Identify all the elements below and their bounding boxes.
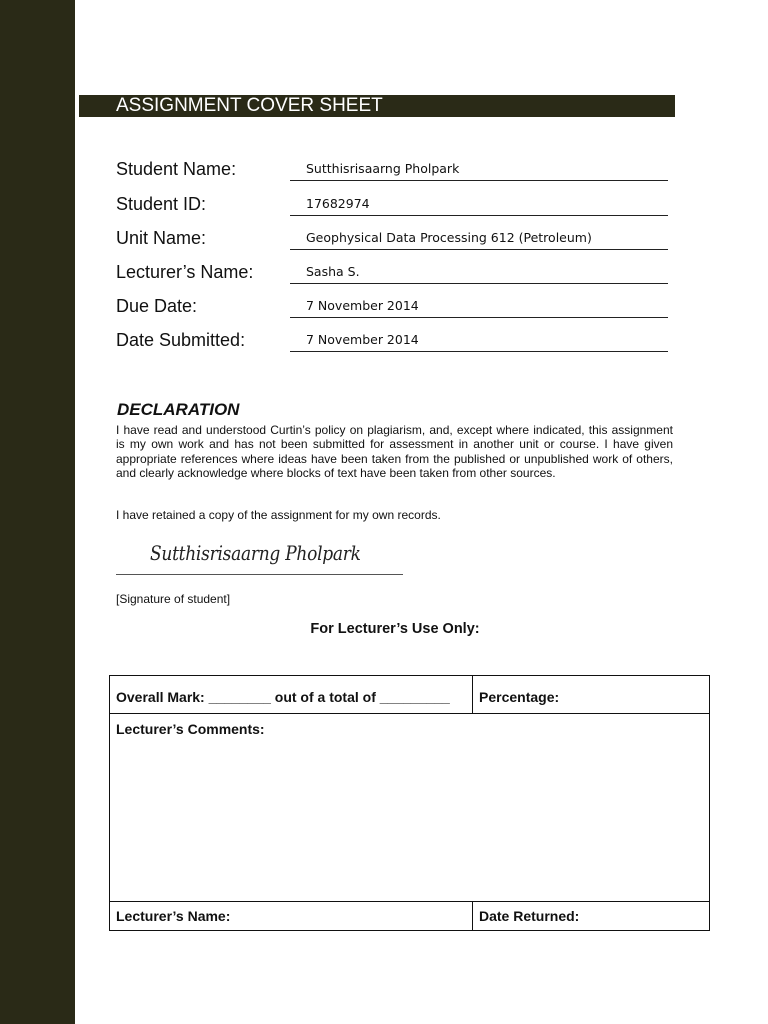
field-label: Due Date: [116, 296, 198, 316]
field-value: 17682974 [306, 196, 370, 211]
field-date-submitted [116, 330, 676, 360]
lecturer-mark-table [109, 675, 710, 931]
field-student-name [116, 159, 676, 189]
declaration-text: I have read and understood Curtin’s policy on plagiarism, and, except where indicated, this assignment is my own work and has not been submitted for assessment in another unit or course. I have given appropriate references where ideas have been taken from the published or unpublished work of others, and clearly acknowledge where blocks of text have been taken from other sources. [116, 423, 673, 481]
field-student-id [116, 194, 676, 224]
field-label: Student Name: [116, 159, 237, 179]
field-value: Sasha S. [306, 264, 360, 279]
field-underline [290, 249, 668, 250]
field-underline [290, 215, 668, 216]
field-underline [290, 317, 668, 318]
field-due-date [116, 296, 676, 326]
table-divider [472, 901, 473, 931]
overall-mark-cell: Overall Mark: ________ out of a total of _________ [116, 689, 450, 705]
field-label: Lecturer’s Name: [116, 262, 254, 282]
page-title: ASSIGNMENT COVER SHEET [79, 95, 675, 117]
comments-cell: Lecturer’s Comments: [116, 721, 265, 737]
declaration-note: I have retained a copy of the assignment for my own records. [116, 508, 441, 522]
field-unit-name [116, 228, 676, 258]
field-value: Sutthisrisaarng Pholpark [306, 161, 460, 176]
field-value: 7 November 2014 [306, 298, 419, 313]
field-label: Unit Name: [116, 228, 207, 248]
percentage-cell: Percentage: [479, 689, 560, 705]
field-label: Date Submitted: [116, 330, 246, 350]
field-label: Student ID: [116, 194, 207, 214]
table-divider [110, 713, 709, 714]
field-lecturer-name [116, 262, 676, 292]
lecturer-name-cell: Lecturer’s Name: [116, 908, 231, 924]
signature-caption: [Signature of student] [116, 592, 231, 606]
declaration-title: DECLARATION [117, 400, 240, 419]
lecturer-section-heading: For Lecturer’s Use Only: [310, 621, 480, 637]
field-underline [290, 351, 668, 352]
date-returned-cell: Date Returned: [479, 908, 580, 924]
side-band [0, 0, 75, 1024]
field-value: 7 November 2014 [306, 332, 419, 347]
student-signature: Sutthisrisaarng Pholpark [150, 541, 361, 565]
table-divider [472, 676, 473, 714]
field-underline [290, 283, 668, 284]
signature-line [116, 574, 403, 575]
table-divider [110, 901, 709, 902]
field-underline [290, 180, 668, 181]
field-value: Geophysical Data Processing 612 (Petroleum) [306, 230, 592, 245]
